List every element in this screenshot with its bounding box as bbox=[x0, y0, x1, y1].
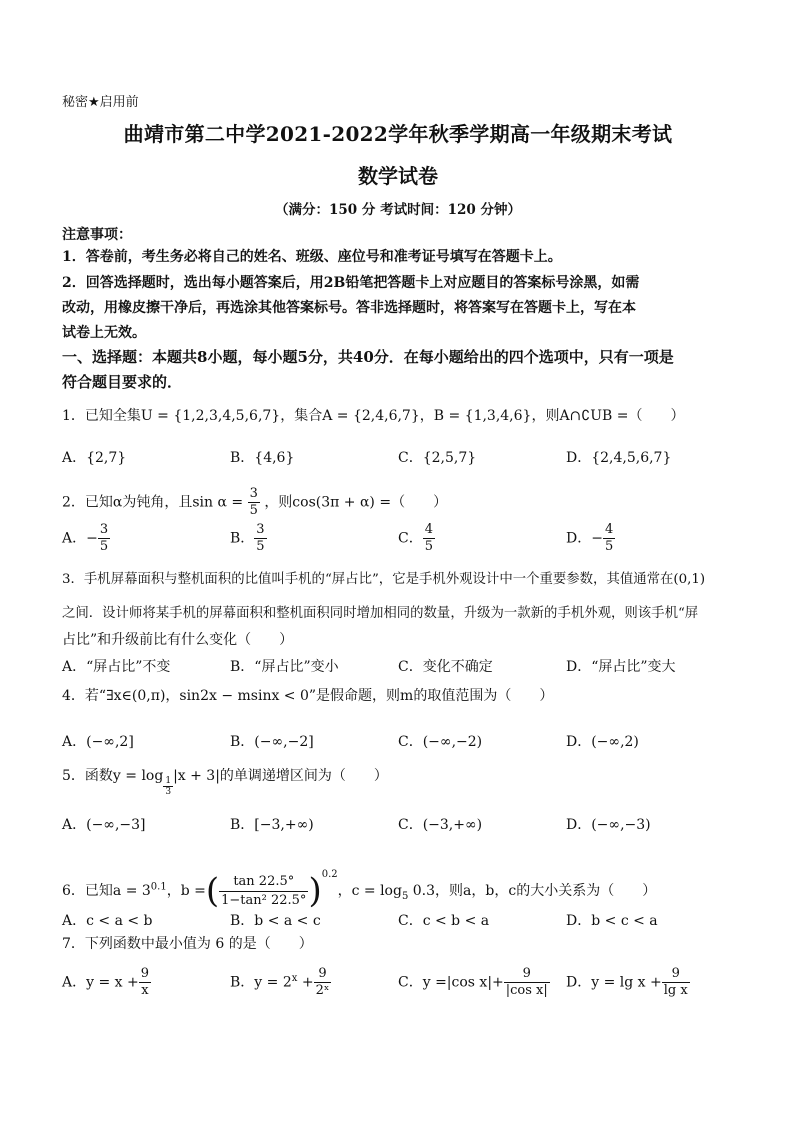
q7-b-num: 9 bbox=[314, 966, 332, 983]
section1-line2: 符合题目要求的． bbox=[62, 373, 183, 391]
q4-option-d: D．(−∞,2) bbox=[566, 734, 639, 750]
q6-stem-pre: 6．已知a = 3 bbox=[62, 883, 151, 899]
q2-d-label: D．− bbox=[566, 530, 603, 547]
q2-d-den: 5 bbox=[604, 539, 614, 554]
q2-c-num: 4 bbox=[424, 522, 433, 537]
q7-option-d bbox=[566, 966, 690, 999]
q7-b-pre: B．y = 2 bbox=[230, 974, 292, 991]
q6-option-c: C．c < b < a bbox=[398, 913, 490, 929]
q3-option-b: B．“屏占比”变小 bbox=[230, 659, 339, 675]
q6-stem-post: ，c = log bbox=[337, 883, 402, 899]
question-7-options bbox=[62, 966, 734, 1010]
q2-b-frac bbox=[254, 522, 266, 555]
q2-a-label: A．− bbox=[62, 530, 98, 547]
note-2-line1: 2．回答选择题时，选出每小题答案后，用2B铅笔把答题卡上对应题目的答案标号涂黑，如需 bbox=[62, 275, 640, 291]
q6-right-paren: ) bbox=[308, 871, 322, 911]
q6-option-b: B．b < a < c bbox=[230, 913, 321, 929]
question-4-stem: 4．若“∃x∈(0,π)，sin2x − msinx < 0”是假命题，则m的取值范围为（ ） bbox=[62, 688, 554, 704]
q1-option-b: B．{4,6} bbox=[230, 450, 295, 466]
q6-frac-num: tan 22.5° bbox=[219, 873, 308, 892]
q7-a-num: 9 bbox=[140, 966, 150, 981]
q7-c-pre: C．y =|cos x|+ bbox=[398, 974, 504, 991]
question-7-stem: 7．下列函数中最小值为 6 的是（ ） bbox=[62, 936, 313, 952]
q7-b-mid: + bbox=[297, 974, 314, 991]
q6-frac-den: 1−tan² 22.5° bbox=[221, 892, 307, 908]
q7-a-den: x bbox=[141, 983, 149, 998]
q5-option-a: A．(−∞,−3] bbox=[62, 817, 146, 833]
q1-option-d: D．{2,4,5,6,7} bbox=[566, 450, 672, 466]
q7-d-pre: D．y = lg x + bbox=[566, 974, 662, 991]
question-3-line1: 3．手机屏幕面积与整机面积的比值叫手机的“屏占比”，它是手机外观设计中一个重要参数，其值通常在(0,1) bbox=[62, 572, 706, 587]
note-2-line2: 改动，用橡皮擦干净后，再选涂其他答案标号。答非选择题时，将答案写在答题卡上，写在本 bbox=[62, 300, 636, 316]
q7-c-num: 9 bbox=[504, 966, 550, 983]
q5-log-base bbox=[163, 776, 173, 797]
q2-c-frac bbox=[423, 522, 435, 555]
q7-a-frac bbox=[139, 966, 151, 999]
q2-option-c bbox=[398, 522, 435, 555]
q2-d-frac bbox=[603, 522, 615, 555]
q6-c-base: 5 bbox=[401, 890, 409, 902]
q4-option-b: B．(−∞,−2] bbox=[230, 734, 314, 750]
q2-option-d bbox=[566, 522, 615, 555]
q7-option-c bbox=[398, 966, 550, 999]
note-1: 1．答卷前，考生务必将自己的姓名、班级、座位号和准考证号填写在答题卡上。 bbox=[62, 249, 562, 265]
q6-option-d: D．b < c < a bbox=[566, 913, 658, 929]
q2-frac-num: 3 bbox=[249, 486, 258, 501]
question-2-options bbox=[62, 522, 734, 562]
question-3-line3: 占比”和升级前比有什么变化（ ） bbox=[62, 632, 294, 648]
q3-option-c: C．变化不确定 bbox=[398, 659, 493, 675]
exam-subtitle: 数学试卷 bbox=[358, 164, 438, 188]
q2-c-den: 5 bbox=[424, 539, 433, 554]
question-3-line2: 之间．设计师将某手机的屏幕面积和整机面积同时增加相同的数量，升级为一款新的手机外观，则该手机“屏 bbox=[62, 606, 699, 621]
exam-title: 曲靖市第二中学2021-2022学年秋季学期高一年级期末考试 bbox=[123, 122, 673, 146]
q6-stem-end: 0.3，则a，b，c的大小关系为（ ） bbox=[408, 883, 657, 899]
question-1-stem: 1．已知全集U = {1,2,3,4,5,6,7}，集合A = {2,4,6,7}，B = {1,3,4,6}，则A∩∁UB =（ ） bbox=[62, 408, 685, 424]
question-5-options bbox=[62, 814, 734, 844]
q6-left-paren: ( bbox=[205, 871, 220, 911]
note-2-line3: 试卷上无效。 bbox=[62, 325, 146, 341]
q7-b-den: 2ˣ bbox=[315, 983, 330, 998]
q2-c-label: C． bbox=[398, 530, 423, 547]
q2-a-den: 5 bbox=[99, 539, 109, 554]
q6-a-exponent: 0.1 bbox=[150, 881, 167, 893]
question-5-stem bbox=[62, 764, 734, 798]
q7-c-den: |cos x| bbox=[505, 983, 548, 998]
q2-stem-post: ，则cos(3π + α) =（ ） bbox=[264, 494, 448, 511]
q5-option-b: B．[−3,+∞) bbox=[230, 817, 314, 833]
notes-title: 注意事项： bbox=[62, 227, 132, 243]
q7-d-num: 9 bbox=[662, 966, 690, 983]
q7-d-frac bbox=[662, 966, 690, 999]
q2-option-b bbox=[230, 522, 267, 555]
question-3-options bbox=[62, 656, 734, 686]
q2-stem-pre: 2．已知α为钝角，且sin α = bbox=[62, 494, 244, 511]
q7-c-frac bbox=[504, 966, 550, 999]
q7-option-a bbox=[62, 966, 151, 999]
q5-base-den: 3 bbox=[165, 787, 172, 797]
q5-option-c: C．(−3,+∞) bbox=[398, 817, 483, 833]
q6-mid: ，b = bbox=[166, 883, 206, 899]
q2-frac-den: 5 bbox=[249, 503, 258, 518]
q2-d-num: 4 bbox=[604, 522, 614, 537]
q2-option-a bbox=[62, 522, 110, 555]
q2-b-den: 5 bbox=[256, 539, 265, 554]
q2-a-frac bbox=[98, 522, 110, 555]
q7-b-exp: x bbox=[291, 972, 298, 984]
q6-option-a: A．c < a < b bbox=[62, 913, 153, 929]
question-6-stem bbox=[62, 850, 734, 911]
q1-option-a: A．{2,7} bbox=[62, 450, 127, 466]
secret-label: 秘密★启用前 bbox=[62, 95, 139, 110]
q5-option-d: D．(−∞,−3) bbox=[566, 817, 651, 833]
q3-option-a: A．“屏占比”不变 bbox=[62, 659, 171, 675]
q3-option-d: D．“屏占比”变大 bbox=[566, 659, 676, 675]
section1-line1: 一、选择题：本题共8小题，每小题5分，共40分．在每小题给出的四个选项中，只有一项是 bbox=[62, 348, 674, 366]
exam-meta: （满分：150 分 考试时间：120 分钟） bbox=[275, 202, 521, 218]
q2-b-label: B． bbox=[230, 530, 255, 547]
q1-option-c: C．{2,5,7} bbox=[398, 450, 477, 466]
q5-stem-pre: 5．函数y = log bbox=[62, 768, 164, 784]
question-1-options bbox=[62, 447, 734, 477]
q7-a-pre: A．y = x + bbox=[62, 974, 139, 991]
q7-option-b bbox=[230, 966, 331, 999]
q4-option-c: C．(−∞,−2) bbox=[398, 734, 483, 750]
q5-stem-post: |x + 3|的单调递增区间为（ ） bbox=[173, 768, 388, 784]
question-4-options bbox=[62, 731, 734, 761]
q7-b-frac bbox=[314, 966, 332, 999]
q5-base-num: 1 bbox=[165, 776, 172, 786]
q6-b-exponent: 0.2 bbox=[321, 869, 338, 880]
q2-fraction bbox=[248, 486, 260, 519]
question-2-stem bbox=[62, 486, 734, 519]
q2-a-num: 3 bbox=[99, 522, 109, 537]
q2-b-num: 3 bbox=[256, 522, 265, 537]
q4-option-a: A．(−∞,2] bbox=[62, 734, 134, 750]
q6-fraction bbox=[219, 873, 308, 910]
q7-d-den: lg x bbox=[663, 983, 688, 998]
